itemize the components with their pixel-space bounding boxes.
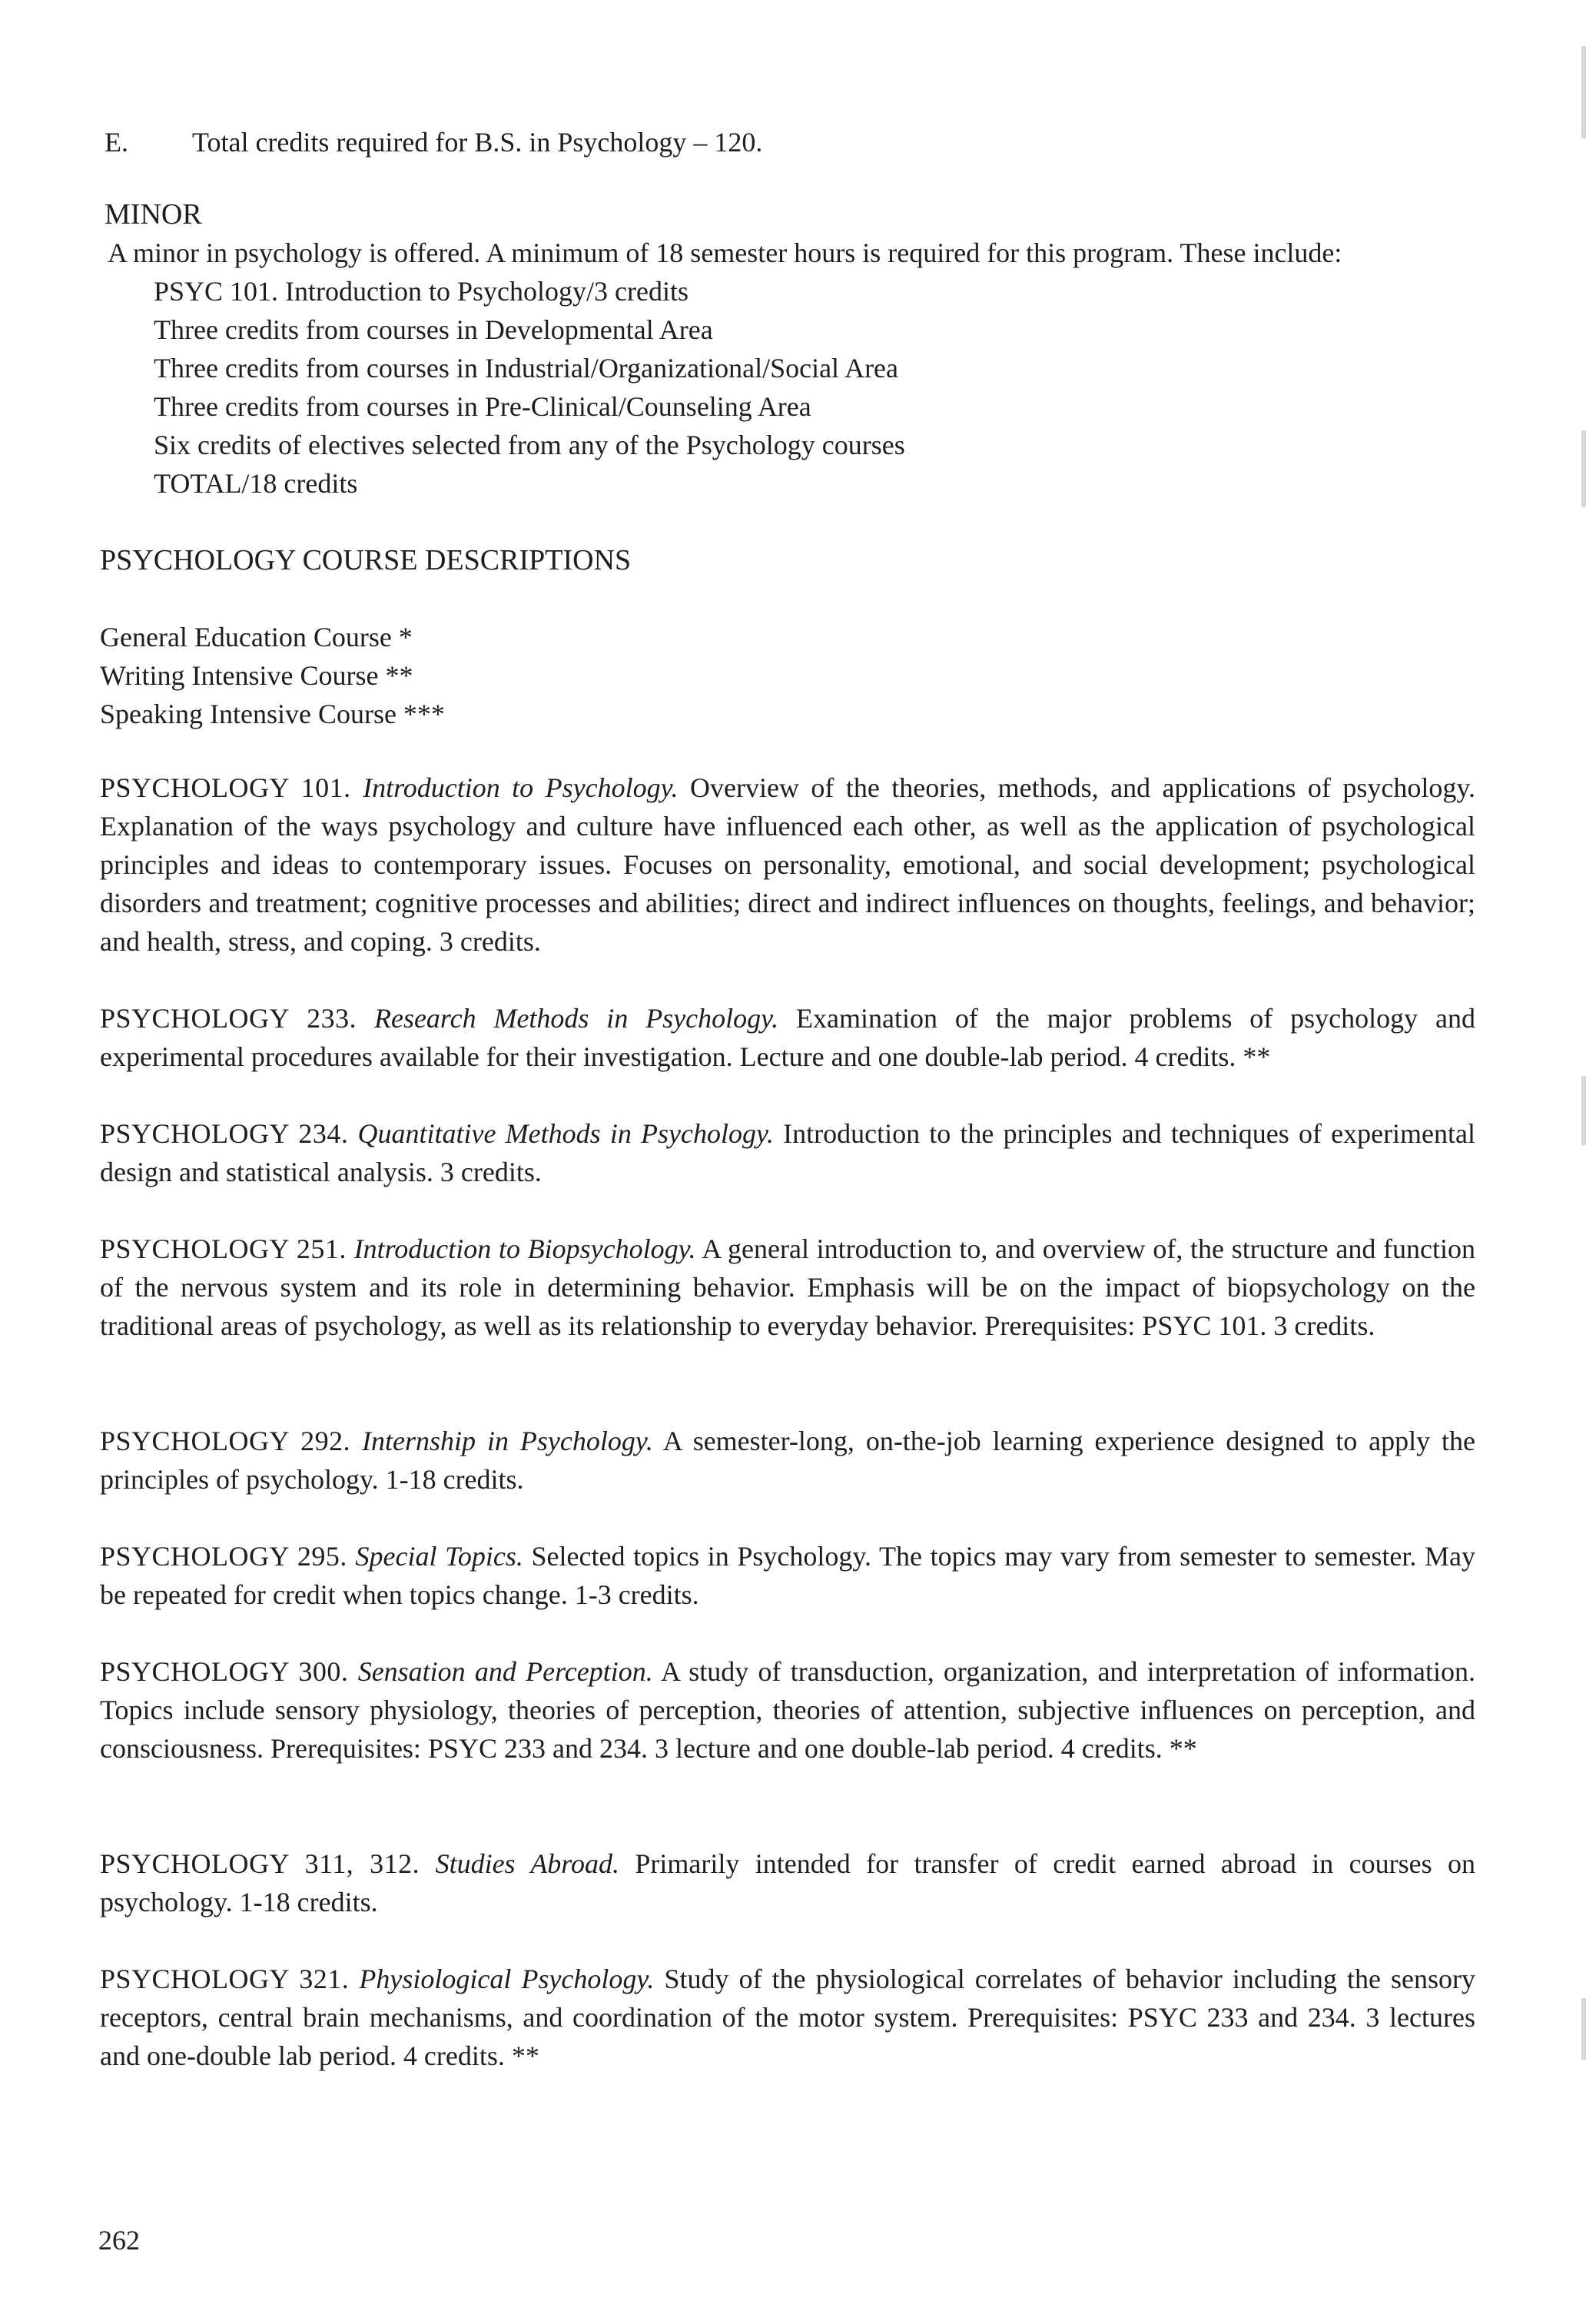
section-e-letter: E. — [105, 127, 128, 158]
course-description: Examination of the major problems of psychology and experimental procedures available for their investigation. Lecture and one double-lab period. 4 credits. ** — [100, 1003, 1476, 1072]
course-description: Selected topics in Psychology. The topics may vary from semester to semester. May be repeated for credit when topics change. 1-3 credits. — [100, 1541, 1476, 1610]
course-code: PSYCHOLOGY 300. — [100, 1656, 349, 1687]
scan-edge-mark — [1581, 46, 1586, 138]
course-title: Introduction to Biopsychology. — [353, 1233, 696, 1264]
course-entry — [100, 1537, 1475, 1614]
course-code: PSYCHOLOGY 101. — [100, 772, 351, 803]
legend-item: Speaking Intensive Course *** — [100, 699, 445, 729]
course-description: A study of transduction, organization, and interpretation of information. Topics include sensory physiology, theories of perception, theories of attention, subjective influences on perception, and consciousness. Prerequisites: PSYC 233 and 234. 3 lecture and one double-lab period. 4 credits. ** — [100, 1656, 1476, 1764]
course-description: Study of the physiological correlates of behavior including the sensory receptors, central brain mechanisms, and coordination of the motor system. Prerequisites: PSYC 233 and 234. 3 lectures and one-double lab period. 4 credits. ** — [100, 1964, 1476, 2071]
course-code: PSYCHOLOGY 311, 312. — [100, 1848, 420, 1879]
minor-item: Three credits from courses in Pre-Clinical/Counseling Area — [154, 391, 811, 422]
course-code: PSYCHOLOGY 233. — [100, 1003, 357, 1034]
course-code: PSYCHOLOGY 234. — [100, 1118, 349, 1149]
course-description: Overview of the theories, methods, and applications of psychology. Explanation of the ways psychology and culture have influenced each other, as well as the application of psychological principles and ideas to contemporary issues. Focuses on personality, emotional, and social development; psychological disorders and treatment; cognitive processes and abilities; direct and indirect influences on thoughts, feelings, and behavior; and health, stress, and coping. 3 credits. — [100, 772, 1476, 957]
course-title: Physiological Psychology. — [359, 1964, 655, 1994]
course-code: PSYCHOLOGY 251. — [100, 1233, 347, 1264]
course-code: PSYCHOLOGY 292. — [100, 1426, 351, 1456]
course-title: Introduction to Psychology. — [363, 772, 679, 803]
course-description: Primarily intended for transfer of credit earned abroad in courses on psychology. 1-18 credits. — [100, 1848, 1475, 1917]
course-entry — [100, 1114, 1475, 1191]
course-entry — [100, 999, 1475, 1076]
page-number: 262 — [98, 2225, 140, 2256]
course-entry — [100, 1960, 1475, 2075]
minor-item: TOTAL/18 credits — [154, 468, 358, 499]
course-description: A general introduction to, and overview of, the structure and function of the nervous system and its role in determining behavior. Emphasis will be on the impact of biopsychology on the traditional areas of psychology, as well as its relationship to everyday behavior. Prerequisites: PSYC 101. 3 credits. — [100, 1233, 1476, 1341]
course-entry — [100, 1422, 1475, 1499]
legend-item: Writing Intensive Course ** — [100, 660, 413, 691]
minor-intro: A minor in psychology is offered. A minimum of 18 semester hours is required for this program. These include: — [108, 237, 1342, 268]
section-e-text: Total credits required for B.S. in Psychology – 120. — [192, 127, 763, 158]
course-title: Special Topics. — [355, 1541, 523, 1572]
course-description: Introduction to the principles and techniques of experimental design and statistical analysis. 3 credits. — [100, 1118, 1476, 1187]
course-title: Studies Abroad. — [435, 1848, 619, 1879]
course-entry — [100, 1230, 1475, 1345]
descriptions-heading: PSYCHOLOGY COURSE DESCRIPTIONS — [100, 544, 632, 576]
minor-item: Three credits from courses in Industrial/Organizational/Social Area — [154, 353, 899, 383]
course-entry — [100, 1844, 1475, 1921]
minor-item: PSYC 101. Introduction to Psychology/3 credits — [154, 276, 688, 307]
scan-edge-mark — [1581, 430, 1586, 507]
minor-item: Six credits of electives selected from any of the Psychology courses — [154, 430, 905, 460]
course-entry — [100, 769, 1475, 961]
course-title: Research Methods in Psychology. — [373, 1003, 779, 1034]
course-description: A semester-long, on-the-job learning experience designed to apply the principles of psychology. 1-18 credits. — [100, 1426, 1476, 1495]
course-entry — [100, 1652, 1475, 1768]
minor-item: Three credits from courses in Developmental Area — [154, 314, 713, 345]
scan-edge-mark — [1581, 1998, 1586, 2060]
minor-heading: MINOR — [105, 198, 202, 231]
scan-edge-mark — [1581, 1076, 1586, 1145]
course-title: Sensation and Perception. — [357, 1656, 653, 1687]
legend-item: General Education Course * — [100, 622, 413, 652]
course-title: Internship in Psychology. — [362, 1426, 653, 1456]
course-code: PSYCHOLOGY 295. — [100, 1541, 347, 1572]
course-title: Quantitative Methods in Psychology. — [357, 1118, 774, 1149]
course-code: PSYCHOLOGY 321. — [100, 1964, 350, 1994]
